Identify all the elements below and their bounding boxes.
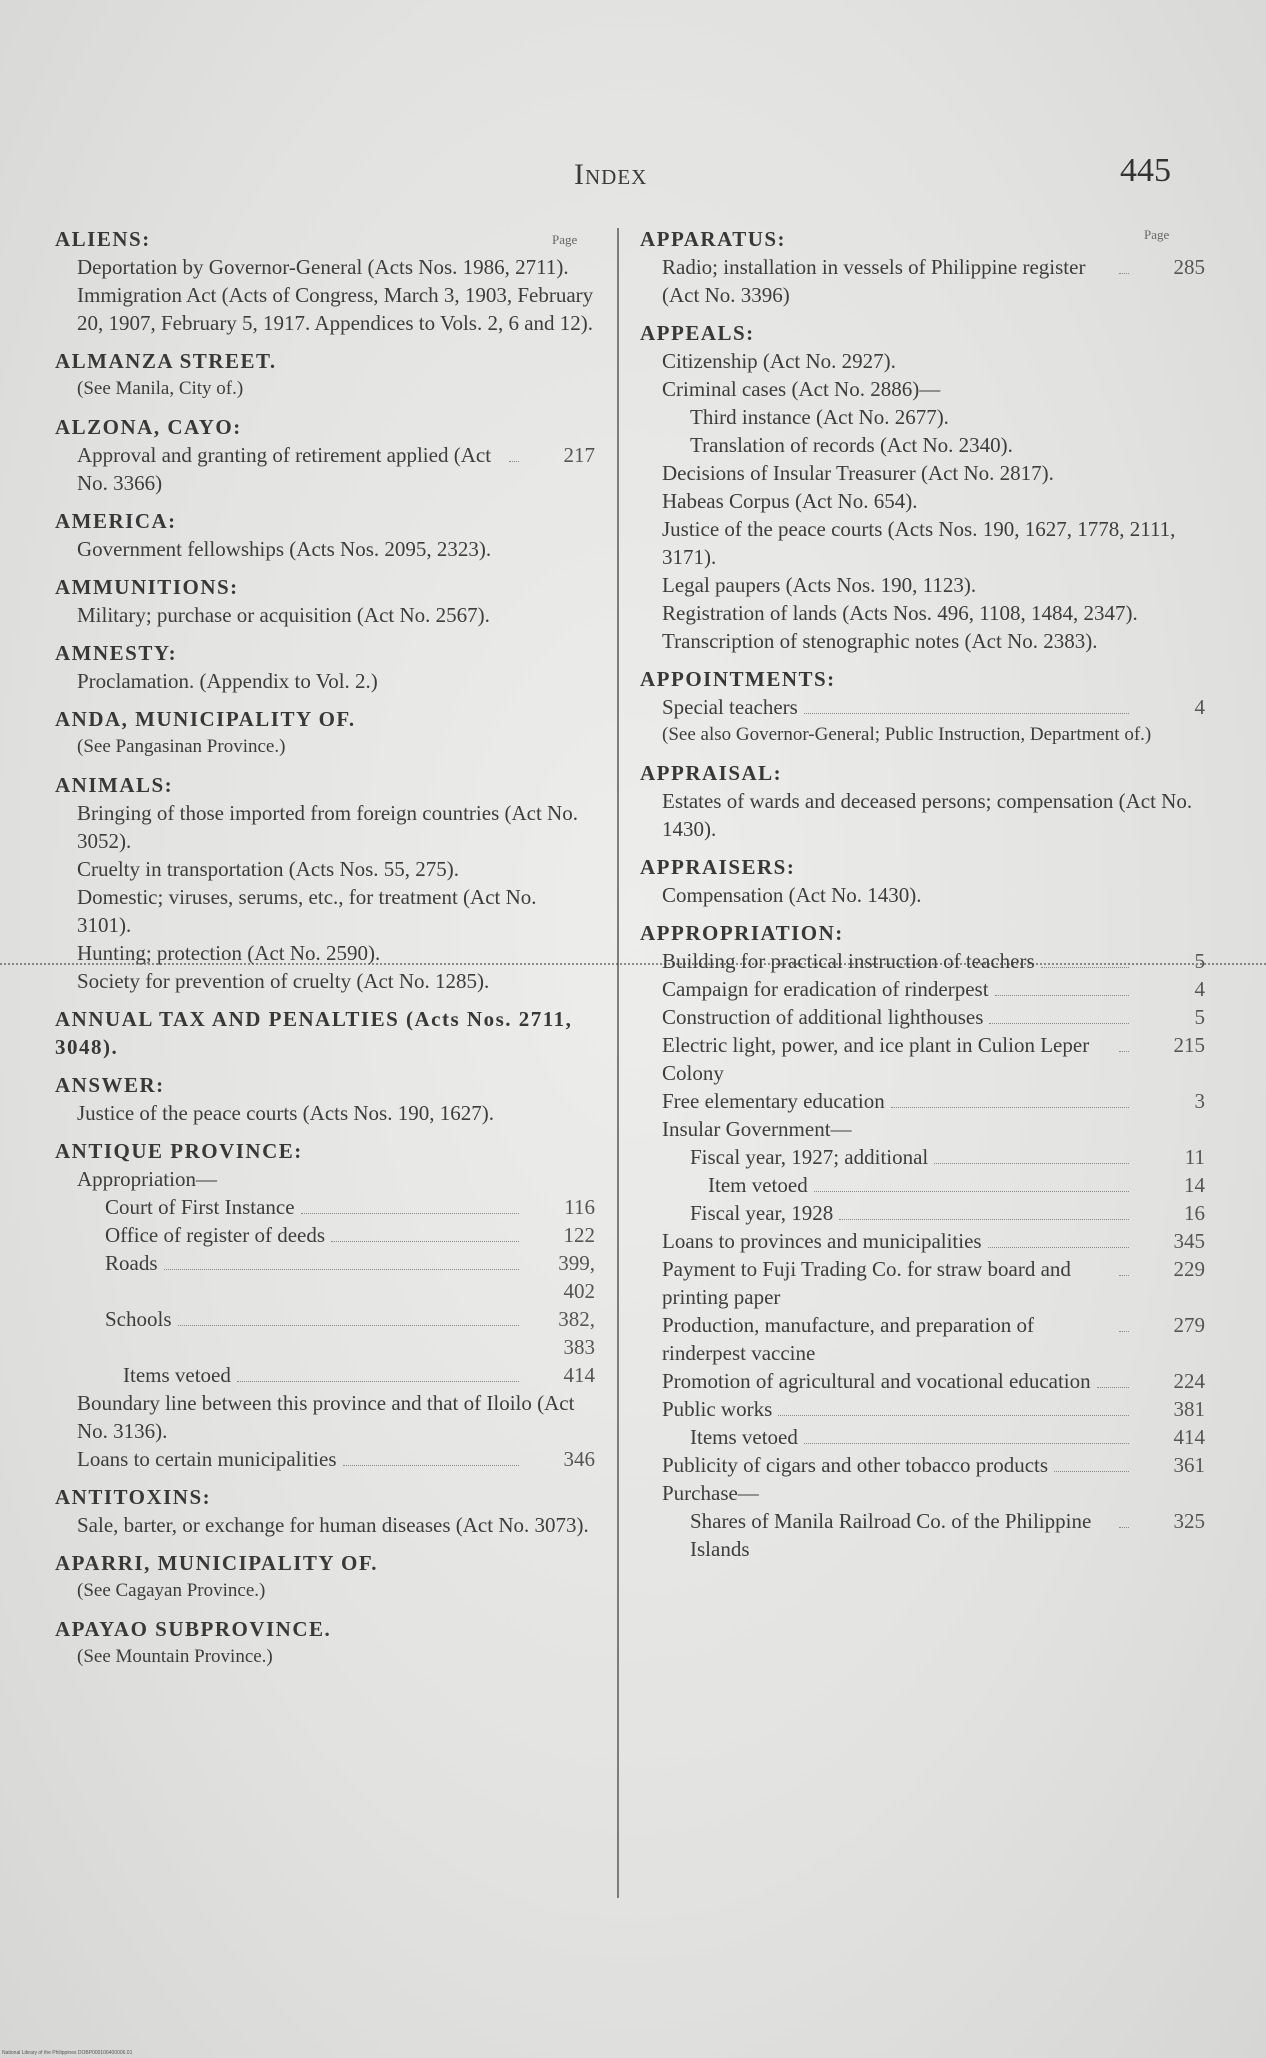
index-subentry (640, 1115, 1205, 1143)
subentry-text: Public works (662, 1397, 773, 1421)
index-subentry (55, 1193, 595, 1221)
index-subentry (55, 1249, 595, 1305)
see-reference: (See Mountain Province.) (77, 1646, 273, 1667)
subentry-text: Hunting; protection (Act No. 2590). (77, 941, 381, 965)
index-subentry (55, 1305, 595, 1361)
page-reference: 229 (1173, 1257, 1205, 1281)
index-heading: APPARATUS: (640, 227, 787, 251)
subentry-text: Justice of the peace courts (Acts Nos. 190, 1627, 1778, 2111, 3171). (662, 517, 1176, 569)
subentry-text: Loans to certain municipalities (77, 1447, 337, 1471)
dot-leader (989, 1023, 1129, 1024)
page-reference: 399, 402 (558, 1251, 595, 1303)
index-subentry (640, 947, 1205, 975)
dot-leader (988, 1247, 1129, 1248)
subentry-text: Free elementary education (662, 1089, 885, 1113)
index-subentry (640, 881, 1205, 909)
subentry-text: Government fellowships (Acts Nos. 2095, 2323). (77, 537, 492, 561)
subentry-text: Item vetoed (708, 1173, 808, 1197)
index-heading: APARRI, MUNICIPALITY OF. (55, 1551, 379, 1575)
index-subentry (640, 487, 1205, 515)
index-subentry (640, 515, 1205, 571)
index-subentry (640, 459, 1205, 487)
index-entry (55, 225, 595, 337)
subentry-text: Society for prevention of cruelty (Act No. 1285). (77, 969, 490, 993)
subentry-text: Decisions of Insular Treasurer (Act No. 2817). (662, 461, 1054, 485)
index-subentry (55, 1511, 595, 1539)
dot-leader (1119, 1331, 1129, 1332)
index-heading: AMNESTY: (55, 641, 178, 665)
page-reference: 346 (563, 1447, 595, 1471)
page-title: Index (574, 158, 648, 191)
index-entry (640, 319, 1205, 655)
index-subentry (640, 1423, 1205, 1451)
dot-leader (1119, 1051, 1129, 1052)
dot-leader (804, 713, 1129, 714)
index-subentry (640, 693, 1205, 721)
subentry-text: Campaign for eradication of rinderpest (662, 977, 989, 1001)
page-reference: 224 (1173, 1369, 1205, 1393)
page-reference: 414 (1173, 1425, 1205, 1449)
index-subentry (640, 253, 1205, 309)
page-reference: 381 (1173, 1397, 1205, 1421)
index-entry (55, 1483, 595, 1539)
page-reference: 414 (563, 1363, 595, 1387)
index-subentry (640, 1255, 1205, 1311)
dot-leader (891, 1107, 1129, 1108)
dot-leader (778, 1415, 1129, 1416)
page-reference: 285 (1173, 255, 1205, 279)
index-heading: AMERICA: (55, 509, 177, 533)
subentry-text: Criminal cases (Act No. 2886)— (662, 377, 941, 401)
subentry-text: Roads (105, 1251, 158, 1275)
index-subentry (55, 939, 595, 967)
index-subentry (55, 253, 595, 281)
index-subentry (640, 1199, 1205, 1227)
subentry-text: Schools (105, 1307, 172, 1331)
index-heading: ANTIQUE PROVINCE: (55, 1139, 303, 1163)
page-number: 445 (1120, 152, 1171, 189)
index-subentry (55, 1361, 595, 1389)
dot-leader (804, 1443, 1129, 1444)
index-entry (55, 705, 595, 761)
index-subentry (55, 1165, 595, 1193)
index-heading: APPEALS: (640, 321, 755, 345)
page-reference: 5 (1194, 949, 1205, 973)
subentry-text: Items vetoed (690, 1425, 798, 1449)
left-page-column-label: Page (552, 232, 578, 247)
index-heading: APPRAISERS: (640, 855, 796, 879)
index-heading: ANSWER: (55, 1073, 165, 1097)
subentry-text: Radio; installation in vessels of Philippine register (Act No. 3396) (662, 255, 1086, 307)
page-reference: 14 (1184, 1173, 1205, 1197)
index-subentry (640, 403, 1205, 431)
index-subentry (640, 1479, 1205, 1507)
page-reference: 5 (1194, 1005, 1205, 1029)
index-entry (55, 507, 595, 563)
index-heading: ANNUAL TAX AND PENALTIES (Acts Nos. 2711, 3048). (55, 1007, 573, 1059)
index-heading: APPROPRIATION: (640, 921, 844, 945)
subentry-text: Special teachers (662, 695, 798, 719)
dot-leader (178, 1325, 519, 1326)
subentry-text: Citizenship (Act No. 2927). (662, 349, 896, 373)
dot-leader (1119, 1527, 1129, 1528)
subentry-text: Electric light, power, and ice plant in Culion Leper Colony (662, 1033, 1090, 1085)
right-index-column (640, 225, 1205, 1573)
index-subentry (640, 431, 1205, 459)
index-entry (55, 639, 595, 695)
index-subentry (55, 967, 595, 995)
index-subentry (55, 855, 595, 883)
index-subentry (55, 1389, 595, 1445)
subentry-text: Translation of records (Act No. 2340). (690, 433, 1013, 457)
index-subentry (640, 1087, 1205, 1115)
index-subentry (640, 787, 1205, 843)
index-subentry (55, 1221, 595, 1249)
index-entry (55, 413, 595, 497)
index-entry (640, 225, 1205, 309)
index-entry (55, 1071, 595, 1127)
subentry-text: Immigration Act (Acts of Congress, March 3, 1903, February 20, 1907, February 5, 1917. Appendices to Vols. 2, 6 and 12). (77, 283, 594, 335)
index-subentry (640, 1395, 1205, 1423)
index-subentry (640, 1367, 1205, 1395)
subentry-text: Proclamation. (Appendix to Vol. 2.) (77, 669, 378, 693)
index-heading: ANDA, MUNICIPALITY OF. (55, 707, 356, 731)
index-entry (640, 919, 1205, 1563)
index-heading: APAYAO SUBPROVINCE. (55, 1617, 332, 1641)
subentry-text: Third instance (Act No. 2677). (690, 405, 949, 429)
dot-leader (1119, 1275, 1129, 1276)
page-reference: 116 (564, 1195, 595, 1219)
index-subentry (55, 1445, 595, 1473)
footer-credit: National Library of the Philippines DOBP000106400006.01 (2, 2050, 133, 2056)
subentry-text: Boundary line between this province and that of Iloilo (Act No. 3136). (77, 1391, 575, 1443)
index-subentry (55, 281, 595, 337)
page-reference: 4 (1194, 695, 1205, 719)
index-subentry (640, 1171, 1205, 1199)
see-reference: (See Cagayan Province.) (77, 1580, 266, 1601)
index-subentry (55, 441, 595, 497)
subentry-text: Sale, barter, or exchange for human diseases (Act No. 3073). (77, 1513, 589, 1537)
subentry-text: Compensation (Act No. 1430). (662, 883, 922, 907)
index-subentry (640, 1311, 1205, 1367)
page-reference: 122 (563, 1223, 595, 1247)
subentry-text: Items vetoed (123, 1363, 231, 1387)
index-entry (640, 759, 1205, 843)
subentry-text: Estates of wards and deceased persons; compensation (Act No. 1430). (662, 789, 1193, 841)
subentry-text: Bringing of those imported from foreign countries (Act No. 3052). (77, 801, 578, 853)
dot-leader (331, 1241, 519, 1242)
page-reference: 279 (1173, 1313, 1205, 1337)
subentry-text: Appropriation— (77, 1167, 217, 1191)
subentry-text: Deportation by Governor-General (Acts Nos. 1986, 2711). (77, 255, 569, 279)
index-subentry (640, 1507, 1205, 1563)
page-reference: 325 (1173, 1509, 1205, 1533)
index-heading: ALZONA, CAYO: (55, 415, 242, 439)
dot-leader (839, 1219, 1129, 1220)
subentry-text: Loans to provinces and municipalities (662, 1229, 982, 1253)
dot-leader (814, 1191, 1129, 1192)
dot-leader (237, 1381, 519, 1382)
subentry-text: Fiscal year, 1928 (690, 1201, 834, 1225)
index-heading: APPOINTMENTS: (640, 667, 836, 691)
dot-leader (509, 461, 519, 462)
dot-leader (1119, 273, 1129, 274)
dot-leader (1097, 1387, 1129, 1388)
subentry-text: Publicity of cigars and other tobacco products (662, 1453, 1049, 1477)
index-entry (640, 853, 1205, 909)
index-entry (55, 1005, 595, 1061)
dot-leader (1041, 967, 1129, 968)
index-entry (55, 1549, 595, 1605)
dot-leader (995, 995, 1129, 996)
see-reference: (See Manila, City of.) (77, 378, 244, 399)
index-heading: ANIMALS: (55, 773, 174, 797)
dot-leader (934, 1163, 1129, 1164)
left-index-column (55, 225, 595, 1681)
index-heading: ALIENS: (55, 227, 151, 251)
dot-leader (301, 1213, 519, 1214)
index-subentry (55, 1099, 595, 1127)
subentry-text: Legal paupers (Acts Nos. 190, 1123). (662, 573, 977, 597)
subentry-text: Habeas Corpus (Act No. 654). (662, 489, 918, 513)
index-entry (55, 573, 595, 629)
subentry-text: Construction of additional lighthouses (662, 1005, 984, 1029)
index-heading: ANTITOXINS: (55, 1485, 212, 1509)
subentry-text: Insular Government— (662, 1117, 852, 1141)
dot-leader (164, 1269, 520, 1270)
page-reference: 217 (563, 443, 595, 467)
index-subentry (55, 799, 595, 855)
index-subentry (640, 627, 1205, 655)
subentry-text: Approval and granting of retirement applied (Act No. 3366) (77, 443, 492, 495)
index-subentry (55, 535, 595, 563)
dot-leader (343, 1465, 519, 1466)
index-subentry (640, 1003, 1205, 1031)
subentry-text: Production, manufacture, and preparation of rinderpest vaccine (662, 1313, 1035, 1365)
subentry-text: Justice of the peace courts (Acts Nos. 190, 1627). (77, 1101, 494, 1125)
index-entry (640, 665, 1205, 749)
subentry-text: Shares of Manila Railroad Co. of the Philippine Islands (690, 1509, 1092, 1561)
subentry-text: Building for practical instruction of teachers (662, 949, 1035, 973)
page-reference: 361 (1173, 1453, 1205, 1477)
index-subentry (640, 1143, 1205, 1171)
subentry-text: Domestic; viruses, serums, etc., for treatment (Act No. 3101). (77, 885, 537, 937)
page-reference: 382, 383 (558, 1307, 595, 1359)
index-entry (55, 1137, 595, 1473)
subentry-text: Fiscal year, 1927; additional (690, 1145, 929, 1169)
index-subentry (640, 1031, 1205, 1087)
page-reference: 345 (1173, 1229, 1205, 1253)
index-subentry (640, 375, 1205, 403)
dot-leader (1054, 1471, 1129, 1472)
index-subentry (640, 599, 1205, 627)
index-heading: APPRAISAL: (640, 761, 783, 785)
subentry-text: Office of register of deeds (105, 1223, 326, 1247)
subentry-text: Registration of lands (Acts Nos. 496, 1108, 1484, 2347). (662, 601, 1138, 625)
index-entry (55, 1615, 595, 1671)
index-subentry (640, 571, 1205, 599)
subentry-text: Purchase— (662, 1481, 759, 1505)
page-reference: 16 (1184, 1201, 1205, 1225)
subentry-text: Transcription of stenographic notes (Act No. 2383). (662, 629, 1098, 653)
page-reference: 11 (1184, 1145, 1205, 1169)
index-subentry (55, 601, 595, 629)
page-reference: 4 (1194, 977, 1205, 1001)
index-subentry (640, 975, 1205, 1003)
index-subentry (55, 667, 595, 695)
index-entry (55, 771, 595, 995)
see-reference: (See also Governor-General; Public Instruction, Department of.) (662, 724, 1152, 745)
page-reference: 215 (1173, 1033, 1205, 1057)
index-entry (55, 347, 595, 403)
index-subentry (640, 1451, 1205, 1479)
subentry-text: Promotion of agricultural and vocational education (662, 1369, 1091, 1393)
subentry-text: Court of First Instance (105, 1195, 295, 1219)
index-subentry (640, 1227, 1205, 1255)
column-divider (617, 228, 619, 1898)
page-reference: 3 (1194, 1089, 1205, 1113)
index-heading: ALMANZA STREET. (55, 349, 277, 373)
subentry-text: Military; purchase or acquisition (Act No. 2567). (77, 603, 490, 627)
subentry-text: Payment to Fuji Trading Co. for straw board and printing paper (662, 1257, 1071, 1309)
index-subentry (55, 883, 595, 939)
index-subentry (640, 347, 1205, 375)
index-heading: AMMUNITIONS: (55, 575, 239, 599)
right-page-column-label: Page (1144, 227, 1170, 242)
see-reference: (See Pangasinan Province.) (77, 736, 286, 757)
subentry-text: Cruelty in transportation (Acts Nos. 55, 275). (77, 857, 460, 881)
